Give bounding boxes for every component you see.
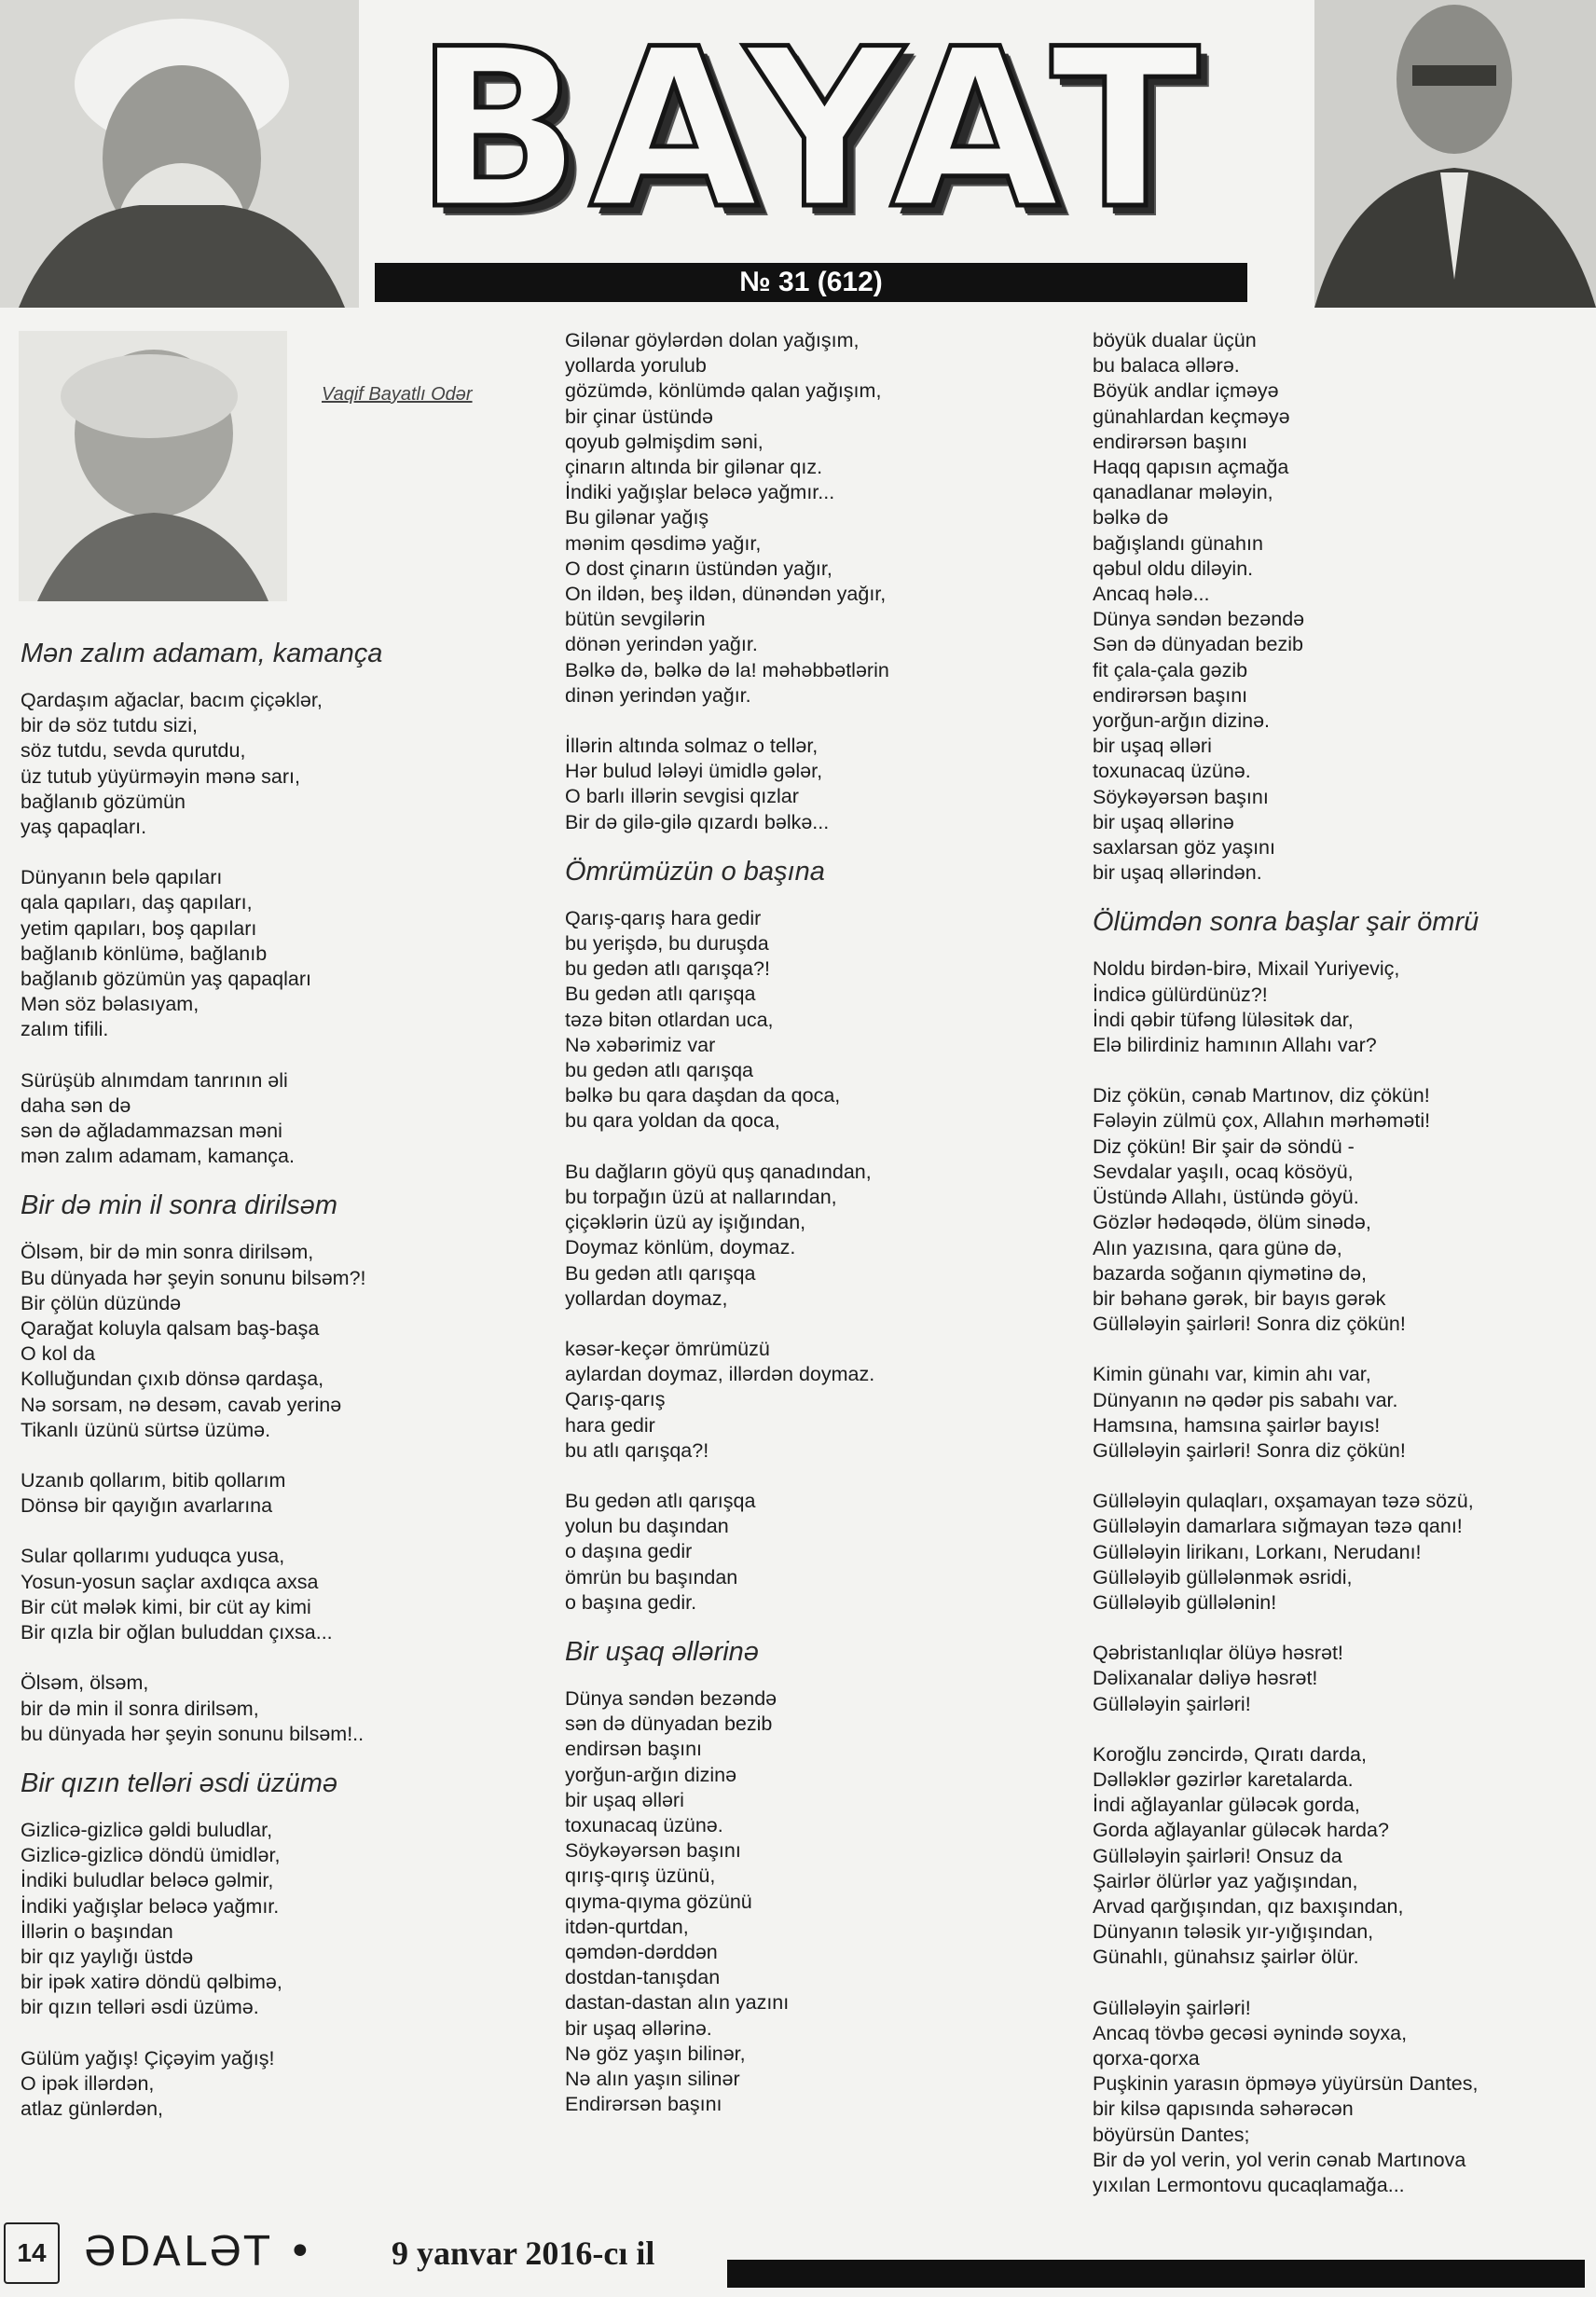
poem-title: Ölümdən sonra başlar şair ömrü — [1093, 907, 1479, 938]
poem-line: Gülüm yağış! Çiçəyim yağış! — [21, 2046, 275, 2070]
poem-line: Diz çökün! Bir şair də söndü - — [1093, 1135, 1355, 1158]
poem-line: Fələyin zülmü çox, Allahın mərhəməti! — [1093, 1109, 1431, 1133]
poem-line: yaş qapaqları. — [21, 816, 147, 839]
stanza-gap — [1093, 1717, 1587, 1742]
poem-line: Gizlicə-gizlicə gəldi buludlar, — [21, 1818, 273, 1841]
issue-number: № 31 (612) — [375, 263, 1247, 302]
poem-line: Qarış-qarış hara gedir — [565, 906, 762, 929]
poem-line: Koroğlu zəncirdə, Qıratı darda, — [1093, 1742, 1367, 1766]
stanza-gap — [21, 2021, 515, 2046]
poem-line: İndicə gülürdünüz?! — [1093, 983, 1268, 1006]
poem-line: Dünyanın tələsik yır-yığışından, — [1093, 1920, 1374, 1944]
issue-date: 9 yanvar 2016-cı il — [392, 2235, 655, 2272]
poem-line: bir uşaq əllərinə — [1093, 810, 1234, 833]
stanza-gap — [565, 1135, 1087, 1160]
poem-line: dastan-dastan alın yazını — [565, 1991, 790, 2015]
poem-line: bir uşaq əlləri — [565, 1788, 684, 1811]
poem-line: bəlkə bu qara daşdan da qoca, — [565, 1084, 841, 1107]
poem-line: Üstündə Allahı, üstündə göyü. — [1093, 1186, 1359, 1209]
poem-line: qəbul oldu diləyin. — [1093, 557, 1254, 580]
poem-line: Qardaşım ağaclar, bacım çiçəklər, — [21, 689, 323, 711]
poem-stanza — [565, 1337, 1087, 1464]
poem-line: yıxılan Lermontovu qucaqlamağa... — [1093, 2174, 1405, 2196]
poem-line: bağışlandı günahın — [1093, 531, 1263, 555]
poem-line: saxlarsan göz yaşını — [1093, 836, 1275, 860]
poem-line: böyük dualar üçün — [1093, 329, 1257, 351]
poem-line: Ölsəm, ölsəm, — [21, 1671, 149, 1695]
poem-line: Dəlixanalar dəliyə həsrət! — [1093, 1667, 1318, 1690]
poem-line: sən də ağladammazsan məni — [21, 1120, 282, 1143]
poem-line: itdən-qurtdan, — [565, 1915, 689, 1938]
poem-line: Söykəyərsən başını — [565, 1839, 741, 1863]
poem-line: toxunacaq üzünə. — [565, 1813, 723, 1836]
poem-line: qırış-qırış üzünü, — [565, 1864, 716, 1888]
poem-line: mən zalım adamam, kamança. — [21, 1145, 295, 1168]
poem-line: Sürüşüb alnımdam tanrının əli — [21, 1068, 288, 1092]
poem-stanza — [1093, 1996, 1587, 2199]
poem-line: Hər bulud lələyi ümidlə gələr, — [565, 760, 823, 783]
poem-line: bəlkə də — [1093, 506, 1169, 530]
poem-line: Güllələyin damarlara sığmayan təzə qanı! — [1093, 1515, 1463, 1538]
poem-line: Uzanıb qollarım, bitib qollarım — [21, 1469, 286, 1492]
poem-line: bu yerişdə, bu duruşda — [565, 932, 769, 956]
poem-line: Dəlləklər gəzirlər karetalarda. — [1093, 1767, 1354, 1791]
stanza-gap — [21, 840, 515, 865]
poem-line: Söykəyərsən başını — [1093, 785, 1269, 808]
poem-line: fit çala-çala gəzib — [1093, 658, 1248, 681]
poem-line: O barlı illərin sevgisi qızlar — [565, 785, 799, 808]
poem-line: qala qapıları, daş qapıları, — [21, 891, 253, 915]
stanza-gap — [1093, 1616, 1587, 1641]
poem-line: Gözlər hədəqədə, ölüm sinədə, — [1093, 1211, 1371, 1234]
stanza-gap — [565, 1464, 1087, 1489]
stanza-gap — [21, 1043, 515, 1068]
poem-stanza — [21, 1240, 515, 1443]
poem-stanza — [1093, 328, 1587, 886]
poem-line: daha sən də — [21, 1093, 131, 1117]
poem-line: bu balaca əllərə. — [1093, 354, 1240, 378]
poem-stanza — [21, 2046, 515, 2123]
poem-line: Diz çökün, cənab Martınov, diz çökün! — [1093, 1084, 1430, 1107]
poem-line: İndiki yağışlar beləcə yağmır. — [21, 1894, 280, 1918]
poem-line: Arvad qarğışından, qız baxışından, — [1093, 1894, 1404, 1918]
poem-line: qəmdən-dərddən — [565, 1940, 718, 1963]
poem-line: Güllələyin şairləri! Sonra diz çökün! — [1093, 1313, 1406, 1336]
poem-line: İndi qəbir tüfəng lüləsitək dar, — [1093, 1008, 1354, 1031]
poem-line: bir bəhanə gərək, bir bayıs gərək — [1093, 1286, 1386, 1310]
poem-stanza — [1093, 1083, 1587, 1337]
poem-line: bağlanıb gözümün — [21, 790, 186, 813]
poem-line: O ipək illərdən, — [21, 2071, 155, 2095]
poem-line: Haqq qapısın açmağa — [1093, 456, 1289, 479]
poet-portrait-right — [1314, 0, 1596, 308]
poem-title: Bir də min il sonra dirilsəm — [21, 1190, 338, 1221]
poem-line: Elə bilirdiniz hamının Allahı var? — [1093, 1034, 1377, 1057]
poem-line: Bu gedən atlı qarışqa — [565, 983, 756, 1006]
poem-line: Dünyanın nə qədər pis sabahı var. — [1093, 1388, 1398, 1411]
poem-stanza — [21, 688, 515, 840]
poem-line: bir uşaq əllərinə. — [565, 2016, 712, 2040]
poem-line: Bir də gilə-gilə qızardı bəlkə... — [565, 810, 830, 833]
column-right — [1093, 328, 1587, 2198]
poem-line: Mən söz bəlasıyam, — [21, 993, 200, 1016]
poem-line: Dünyanın belə qapıları — [21, 866, 223, 889]
poem-line: Tikanlı üzünü sürtsə üzümə. — [21, 1418, 271, 1441]
poem-line: endirərsən başını — [1093, 430, 1248, 453]
poem-line: qanadlanar mələyin, — [1093, 481, 1273, 504]
poem-line: yorğun-arğın dizinə — [565, 1763, 737, 1786]
stanza-gap — [1093, 1971, 1587, 1996]
poem-line: ömrün bu başından — [565, 1565, 738, 1589]
poem-line: Gilənar göylərdən dolan yağışım, — [565, 329, 860, 351]
poem-line: İndiki buludlar beləcə gəlmir, — [21, 1869, 274, 1892]
poem-line: Güllələyib güllələnmək əsridi, — [1093, 1565, 1353, 1589]
poem-line: Bir də yol verin, yol verin cənab Martınova — [1093, 2148, 1466, 2171]
poem-line: toxunacaq üzünə. — [1093, 760, 1251, 783]
poem-line: bütün sevgilərin — [565, 608, 706, 631]
poem-line: Bu gilənar yağış — [565, 506, 709, 530]
poem-line: Günahlı, günahsız şairlər ölür. — [1093, 1946, 1359, 1969]
poet-portrait-left — [0, 0, 359, 308]
poem-stanza — [21, 1544, 515, 1645]
poem-stanza — [21, 865, 515, 1042]
poem-stanza — [21, 1468, 515, 1519]
poem-stanza — [21, 1671, 515, 1747]
poem-stanza — [565, 1160, 1087, 1312]
poem-line: O dost çinarın üstündən yağır, — [565, 557, 832, 580]
poem-line: endirərsən başını — [1093, 683, 1248, 707]
author-name: Vaqif Bayatlı Odər — [322, 384, 473, 405]
poem-line: yollarda yorulub — [565, 354, 707, 378]
poem-stanza — [1093, 1742, 1587, 1971]
poem-stanza — [21, 1818, 515, 2021]
poem-line: Güllələyin şairləri! Onsuz da — [1093, 1844, 1342, 1867]
poem-line: Şairlər ölürlər yaz yağışından, — [1093, 1869, 1358, 1892]
stanza-gap — [565, 1312, 1087, 1337]
poem-line: Qarağat koluyla qalsam baş-başa — [21, 1317, 320, 1341]
poem-line: bir çinar üstündə — [565, 405, 713, 428]
poem-stanza — [565, 1686, 1087, 2117]
poem-line: bağlanıb könlümə, bağlanıb — [21, 942, 268, 965]
poem-line: Nə alın yaşın silinər — [565, 2067, 740, 2090]
footer-rule — [727, 2260, 1585, 2288]
poem-line: dostdan-tanışdan — [565, 1966, 721, 1989]
poem-line: İllərin o başından — [21, 1919, 173, 1943]
poem-line: Bir çölün düzündə — [21, 1291, 182, 1314]
poem-line: bu qara yoldan da qoca, — [565, 1109, 780, 1133]
poem-line: On ildən, beş ildən, dünəndən yağır, — [565, 583, 887, 606]
poem-line: böyürsün Dantes; — [1093, 2123, 1250, 2146]
poem-line: kəsər-keçər ömrümüzü — [565, 1337, 770, 1360]
poem-line: Ancaq hələ... — [1093, 583, 1210, 606]
poem-line: Güllələyin şairləri! — [1093, 1692, 1251, 1715]
poem-stanza — [1093, 956, 1587, 1058]
poem-line: bazarda soğanın qiymətinə də, — [1093, 1261, 1368, 1285]
stanza-gap — [565, 708, 1087, 734]
poem-title: Mən zalım adamam, kamança — [21, 639, 383, 668]
poem-line: Bir cüt mələk kimi, bir cüt ay kimi — [21, 1595, 311, 1618]
poem-line: bu dünyada hər şeyin sonunu bilsəm!.. — [21, 1722, 365, 1745]
poem-line: təzə bitən otlardan uca, — [565, 1008, 774, 1031]
poem-line: Ölsəm, bir də min sonra dirilsəm, — [21, 1241, 314, 1264]
newspaper-title: BAYAT — [414, 3, 1208, 257]
poem-line: dönən yerindən yağır. — [565, 633, 758, 656]
poem-line: İndi ağlayanlar güləcək gorda, — [1093, 1794, 1360, 1817]
poem-line: Güllələyin lirikanı, Lorkanı, Nerudanı! — [1093, 1540, 1422, 1563]
poem-line: yolun bu daşından — [565, 1515, 729, 1538]
poem-line: O kol da — [21, 1342, 96, 1366]
poem-line: Kolluğundan çıxıb dönsə qardaşa, — [21, 1368, 324, 1391]
poem-line: Güllələyin şairləri! — [1093, 1996, 1251, 2019]
poem-line: bir qızın telləri əsdi üzümə. — [21, 1996, 259, 2019]
stanza-gap — [21, 1443, 515, 1468]
poem-line: aylardan doymaz, illərdən doymaz. — [565, 1363, 875, 1386]
poem-line: Hamsına, hamsına şairlər bayıs! — [1093, 1413, 1381, 1437]
poem-line: Qarış-qarış — [565, 1388, 666, 1411]
poem-line: Güllələyib güllələnin! — [1093, 1590, 1277, 1614]
poem-stanza — [565, 328, 1087, 708]
poem-line: söz tutdu, sevda qurutdu, — [21, 739, 246, 763]
poem-line: çinarın altında bir gilənar qız. — [565, 456, 823, 479]
poem-line: Gorda ağlayanlar güləcək harda? — [1093, 1819, 1389, 1842]
poem-stanza — [1093, 1641, 1587, 1717]
poem-line: Puşkinin yarasın öpməyə yüyürsün Dantes, — [1093, 2072, 1479, 2096]
poem-line: Qəbristanlıqlar ölüyə həsrət! — [1093, 1642, 1343, 1665]
poem-line: Böyük andlar içməyə — [1093, 379, 1279, 403]
poem-line: Endirərsən başını — [565, 2093, 722, 2116]
poem-line: bir də min il sonra dirilsəm, — [21, 1697, 259, 1720]
poem-line: bir uşaq əllərindən. — [1093, 861, 1262, 885]
poem-line: bir kilsə qapısında səhərəcən — [1093, 2098, 1354, 2121]
poem-stanza — [565, 1489, 1087, 1616]
poem-title: Bir uşaq əllərinə — [565, 1636, 759, 1667]
poem-stanza — [1093, 1362, 1587, 1464]
poem-line: Güllələyin şairləri! Sonra diz çökün! — [1093, 1438, 1406, 1462]
poem-line: gözümdə, könlümdə qalan yağışım, — [565, 379, 882, 403]
poem-line: Sən də dünyadan bezib — [1093, 633, 1303, 656]
poem-line: qıyma-qıyma gözünü — [565, 1890, 752, 1913]
poem-line: Yosun-yosun saçlar axdıqca axsa — [21, 1570, 319, 1593]
poem-line: mənim qəsdimə yağır, — [565, 531, 762, 555]
poem-line: atlaz günlərdən, — [21, 2097, 163, 2120]
poem-line: çiçəklərin üzü ay işığından, — [565, 1211, 806, 1234]
poem-line: bu torpağın üzü at nallarından, — [565, 1185, 837, 1208]
poem-line: Bu dünyada hər şeyin sonunu bilsəm?! — [21, 1266, 366, 1289]
poem-line: Kimin günahı var, kimin ahı var, — [1093, 1363, 1371, 1386]
poem-line: Dünya səndən bezəndə — [1093, 608, 1305, 631]
poem-line: sən də dünyadan bezib — [565, 1712, 773, 1736]
poem-line: Alın yazısına, qara günə də, — [1093, 1236, 1342, 1259]
author-portrait — [19, 331, 287, 601]
poem-line: o daşına gedir — [565, 1540, 693, 1563]
stanza-gap — [21, 1645, 515, 1671]
page-number: 14 — [4, 2222, 60, 2284]
column-middle — [565, 328, 1087, 2117]
poem-line: Sular qollarımı yuduqca yusa, — [21, 1545, 285, 1568]
poem-line: Bu dağların göyü quş qanadından, — [565, 1160, 872, 1183]
poem-line: yorğun-arğın dizinə. — [1093, 709, 1271, 733]
poem-line: Bu gedən atlı qarışqa — [565, 1489, 756, 1512]
column-left — [21, 617, 515, 2122]
poem-title: Bir qızın telləri əsdi üzümə — [21, 1767, 338, 1798]
stanza-gap — [1093, 1058, 1587, 1083]
poem-line: bir ipək xatirə döndü qəlbimə, — [21, 1971, 282, 1994]
poem-line: İndiki yağışlar beləcə yağmır... — [565, 481, 835, 504]
poem-line: Sevdalar yaşılı, ocaq kösöyü, — [1093, 1160, 1354, 1183]
poem-line: üz tutub yüyürməyin mənə sarı, — [21, 764, 300, 788]
poem-stanza — [565, 906, 1087, 1135]
poem-line: dinən yerindən yağır. — [565, 683, 751, 707]
poem-line: Dönsə bir qayığın avarlarına — [21, 1494, 273, 1518]
poem-line: yollardan doymaz, — [565, 1286, 728, 1310]
poem-line: Gizlicə-gizlicə döndü ümidlər, — [21, 1844, 281, 1867]
poem-line: endirsən başını — [565, 1738, 703, 1761]
poem-line: bir qız yaylığı üstdə — [21, 1945, 194, 1968]
poem-stanza — [1093, 1489, 1587, 1616]
poem-line: bağlanıb gözümün yaş qapaqları — [21, 968, 311, 991]
poem-line: bu gedən atlı qarışqa?! — [565, 957, 770, 981]
poem-line: günahlardan keçməyə — [1093, 405, 1290, 428]
poem-line: zalım tifili. — [21, 1018, 109, 1041]
poem-line: qorxa-qorxa — [1093, 2046, 1200, 2070]
poem-line: Nə göz yaşın bilinər, — [565, 2042, 746, 2065]
stanza-gap — [1093, 1464, 1587, 1489]
poem-line: Nə sorsam, nə desəm, cavab yerinə — [21, 1393, 342, 1416]
poem-line: yetim qapıları, boş qapıları — [21, 916, 257, 940]
stanza-gap — [21, 1519, 515, 1544]
poem-line: hara gedir — [565, 1413, 655, 1437]
poem-stanza — [21, 1068, 515, 1170]
poem-line: bu atlı qarışqa?! — [565, 1438, 709, 1462]
poem-line: bu gedən atlı qarışqa — [565, 1059, 754, 1082]
poem-line: Noldu birdən-birə, Mixail Yuriyeviç, — [1093, 957, 1400, 981]
stanza-gap — [1093, 1337, 1587, 1362]
poem-stanza — [565, 734, 1087, 835]
poem-line: bir də söz tutdu sizi, — [21, 714, 199, 737]
poem-line: Dünya səndən bezəndə — [565, 1686, 777, 1710]
poem-line: o başına gedir. — [565, 1590, 697, 1614]
poem-line: İllərin altında solmaz o tellər, — [565, 735, 819, 758]
poem-line: Nə xəbərimiz var — [565, 1033, 716, 1056]
poem-line: Güllələyin qulaqları, oxşamayan təzə sözü, — [1093, 1490, 1474, 1513]
poem-line: Bəlkə də, bəlkə də la! məhəbbətlərin — [565, 658, 889, 681]
poem-line: Bir qızla bir oğlan buluddan çıxsa... — [21, 1621, 333, 1644]
poem-title: Ömrümüzün o başına — [565, 856, 825, 887]
newspaper-name: ƏDALƏT • — [84, 2228, 315, 2276]
poem-line: Bu gedən atlı qarışqa — [565, 1261, 756, 1285]
poem-line: qoyub gəlmişdim səni, — [565, 430, 764, 453]
poem-line: Doymaz könlüm, doymaz. — [565, 1236, 796, 1259]
poem-line: bir uşaq əlləri — [1093, 735, 1212, 758]
poem-line: Ancaq tövbə gecəsi əynində soyxa, — [1093, 2021, 1408, 2044]
